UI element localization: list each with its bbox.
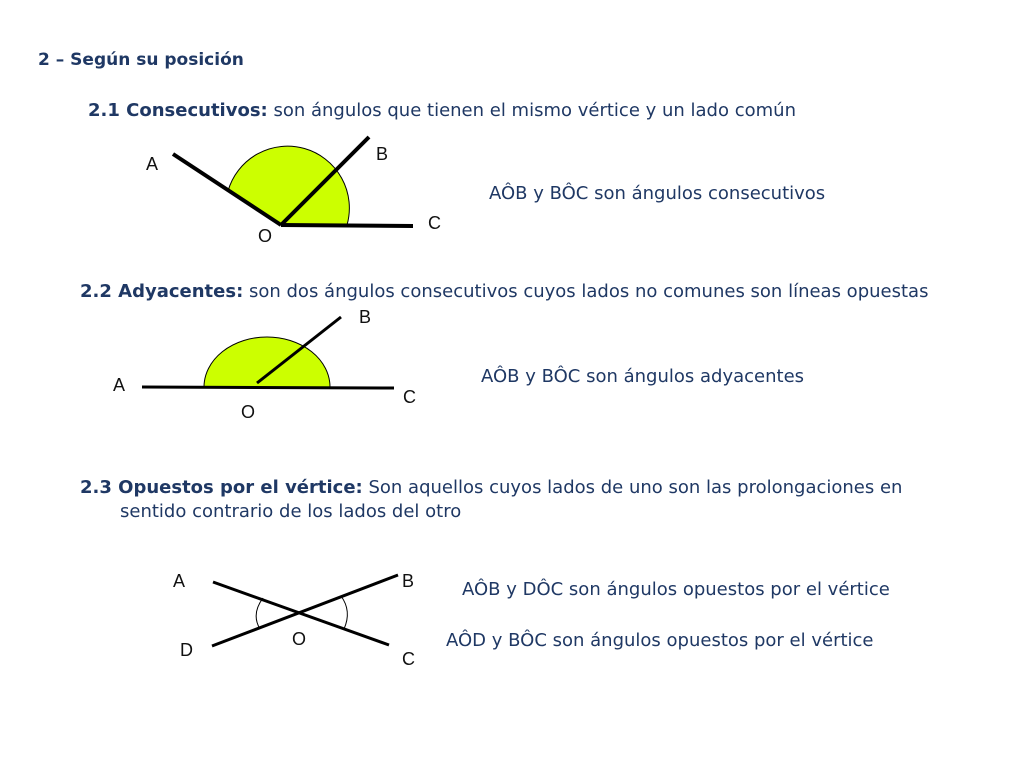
- vertical-caption-1: AÔB y DÔC son ángulos opuestos por el vértice: [462, 579, 890, 600]
- label-b: B: [402, 571, 415, 591]
- consecutive-caption: AÔB y BÔC son ángulos consecutivos: [489, 183, 826, 204]
- label-a: A: [113, 375, 126, 395]
- vertical-text-line2: sentido contrario de los lados del otro: [120, 501, 462, 522]
- page-heading: 2 – Según su posición: [38, 50, 244, 70]
- label-o: O: [258, 226, 273, 246]
- label-b: B: [376, 144, 389, 164]
- consecutive-title: 2.1 Consecutivos:: [88, 100, 268, 121]
- label-c: C: [428, 213, 441, 233]
- consecutive-text: son ángulos que tienen el mismo vértice y un lado común: [267, 100, 796, 121]
- consecutive-sector: [228, 146, 349, 225]
- vertical-text: Son aquellos cuyos lados de uno son las prolongaciones en: [362, 477, 903, 498]
- label-o: O: [241, 402, 256, 422]
- adjacent-definition: [80, 280, 928, 304]
- label-a: A: [173, 571, 186, 591]
- vertical-caption-2: AÔD y BÔC son ángulos opuestos por el vértice: [446, 630, 874, 651]
- arc-right: [341, 596, 347, 629]
- adjacent-sector: [204, 337, 330, 387]
- label-o: O: [292, 629, 307, 649]
- vertical-definition: [80, 476, 902, 500]
- line-ac: [142, 387, 394, 388]
- vertical-title: 2.3 Opuestos por el vértice:: [80, 477, 363, 498]
- label-d: D: [180, 640, 193, 660]
- adjacent-caption: AÔB y BÔC son ángulos adyacentes: [481, 366, 805, 387]
- label-c: C: [403, 387, 416, 407]
- adjacent-title: 2.2 Adyacentes:: [80, 281, 244, 302]
- arc-left: [256, 598, 263, 629]
- adjacent-diagram: [142, 317, 394, 388]
- label-b: B: [359, 307, 372, 327]
- adjacent-text: son dos ángulos consecutivos cuyos lados no comunes son líneas opuestas: [243, 281, 929, 302]
- label-a: A: [146, 154, 159, 174]
- label-c: C: [402, 649, 415, 669]
- ray-oc: [281, 225, 413, 226]
